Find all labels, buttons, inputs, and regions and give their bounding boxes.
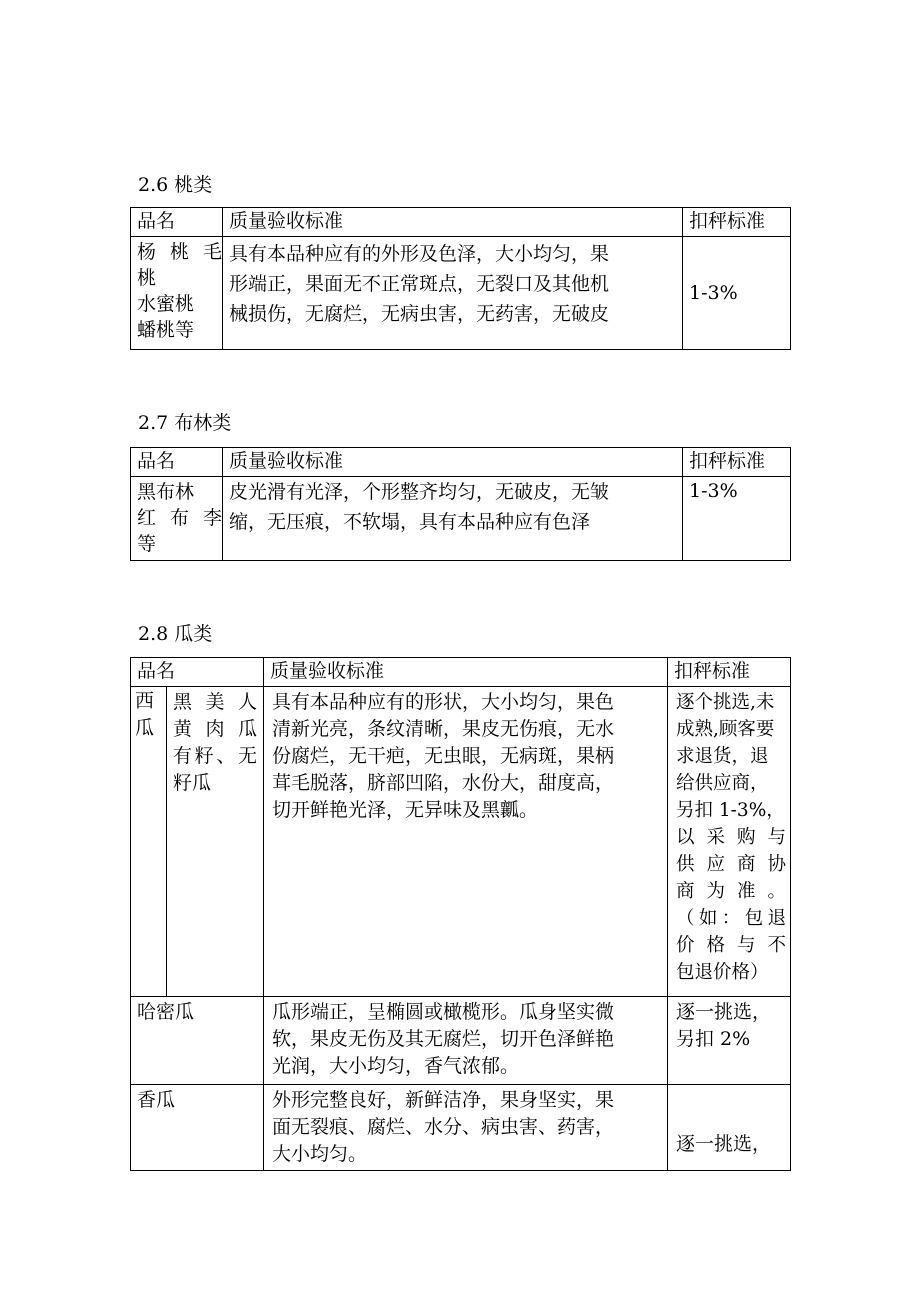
- header-standard: 质量验收标准: [264, 658, 668, 687]
- header-name: 品名: [131, 658, 264, 687]
- product-name: 黑布林: [137, 481, 195, 503]
- standard-line: 具有本品种应有的外形及色泽，大小均匀，果: [229, 243, 610, 265]
- header-deduction: 扣秤标准: [668, 658, 791, 687]
- standard-line: 械损伤，无腐烂，无病虫害，无药害，无破皮: [229, 303, 610, 325]
- deduction-line: 给供应商，: [676, 773, 769, 794]
- quality-standard-cell: [264, 997, 668, 1085]
- section-heading-plum: 2.7 布林类: [138, 412, 232, 434]
- product-name-cell: [131, 477, 223, 561]
- standard-line: 茸毛脱落，脐部凹陷，水份大，甜度高，: [272, 772, 615, 794]
- table-row: [131, 1085, 791, 1171]
- deduction-line: 价格与不: [676, 935, 787, 956]
- deduction-line: （如：包退: [676, 908, 787, 929]
- standard-line: 清新光亮，条纹清晰，果皮无伤痕，无水: [272, 718, 615, 740]
- deduction-cell: 1-3%: [683, 237, 791, 350]
- deduction-line: 供应商协: [676, 854, 787, 875]
- table-row: [131, 997, 791, 1085]
- melon-standards-table: [130, 657, 791, 1171]
- deduction-cell: [668, 997, 791, 1085]
- category-cell: 西瓜: [131, 687, 167, 997]
- product-name: 黄肉瓜: [173, 718, 258, 740]
- header-deduction: 扣秤标准: [683, 208, 791, 237]
- standard-line: 切开鲜艳光泽，无异味及黑瓤。: [272, 799, 539, 821]
- deduction-line: 另扣 1-3%，: [676, 800, 785, 821]
- product-name: 红布李: [137, 507, 222, 529]
- header-name: 品名: [131, 448, 223, 477]
- standard-line: 皮光滑有光泽，个形整齐均匀，无破皮，无皱: [229, 481, 610, 503]
- section-heading-peach: 2.6 桃类: [138, 174, 213, 196]
- quality-standard-cell: [223, 237, 683, 350]
- deduction-cell: 1-3%: [683, 477, 791, 561]
- table-header-row: [131, 658, 791, 687]
- deduction-line: 以采购与: [676, 827, 787, 848]
- deduction-line: 商为准。: [676, 881, 787, 902]
- standard-line: 形端正，果面无不正常斑点，无裂口及其他机: [229, 273, 610, 295]
- product-name-cell: [131, 237, 223, 350]
- deduction-line: 逐一挑选，: [676, 1001, 772, 1023]
- product-name: 黑美人: [173, 691, 258, 713]
- standard-line: 具有本品种应有的形状，大小均匀，果色: [272, 691, 615, 713]
- deduction-line: 包退价格）: [676, 962, 769, 983]
- deduction-cell: 逐一挑选，: [668, 1085, 791, 1171]
- section-heading-melon: 2.8 瓜类: [138, 623, 213, 645]
- header-standard: 质量验收标准: [223, 208, 683, 237]
- quality-standard-cell: [223, 477, 683, 561]
- standard-line: 大小均匀。: [272, 1143, 368, 1165]
- product-name: 籽瓜: [173, 772, 212, 794]
- header-deduction: 扣秤标准: [683, 448, 791, 477]
- standard-line: 份腐烂，无干疤，无虫眼，无病斑，果柄: [272, 745, 615, 767]
- product-name: 桃: [137, 267, 157, 289]
- table-header-row: [131, 208, 791, 237]
- table-row: [131, 237, 791, 350]
- deduction-cell: [668, 687, 791, 997]
- standard-line: 外形完整良好，新鲜洁净，果身坚实，果: [272, 1089, 615, 1111]
- standard-line: 光润，大小均匀，香气浓郁。: [272, 1055, 520, 1077]
- quality-standard-cell: [264, 687, 668, 997]
- product-name: 蟠桃等: [137, 319, 195, 341]
- standard-line: 缩，无压痕，不软塌，具有本品种应有色泽: [229, 511, 591, 533]
- table-row: [131, 477, 791, 561]
- deduction-line: 逐个挑选,未: [676, 692, 775, 713]
- product-name: 杨桃毛: [137, 241, 222, 263]
- plum-standards-table: [130, 447, 791, 561]
- standard-line: 面无裂痕、腐烂、水分、病虫害、药害，: [272, 1116, 615, 1138]
- header-name: 品名: [131, 208, 223, 237]
- standard-line: 软，果皮无伤及其无腐烂，切开色泽鲜艳: [272, 1028, 615, 1050]
- product-name: 等: [137, 533, 157, 555]
- deduction-line: 求退货，退: [676, 746, 769, 767]
- standard-line: 瓜形端正，呈椭圆或橄榄形。瓜身坚实微: [272, 1001, 615, 1023]
- product-name-cell: 香瓜: [131, 1085, 264, 1171]
- table-header-row: [131, 448, 791, 477]
- deduction-line: 成熟,顾客要: [676, 719, 775, 740]
- deduction-line: 另扣 2%: [676, 1028, 751, 1050]
- product-name: 有籽、无: [173, 745, 258, 767]
- product-name-cell: [167, 687, 264, 997]
- quality-standard-cell: [264, 1085, 668, 1171]
- table-row: [131, 687, 791, 997]
- product-name: 水蜜桃: [137, 293, 195, 315]
- peach-standards-table: [130, 207, 791, 350]
- header-standard: 质量验收标准: [223, 448, 683, 477]
- product-name-cell: 哈密瓜: [131, 997, 264, 1085]
